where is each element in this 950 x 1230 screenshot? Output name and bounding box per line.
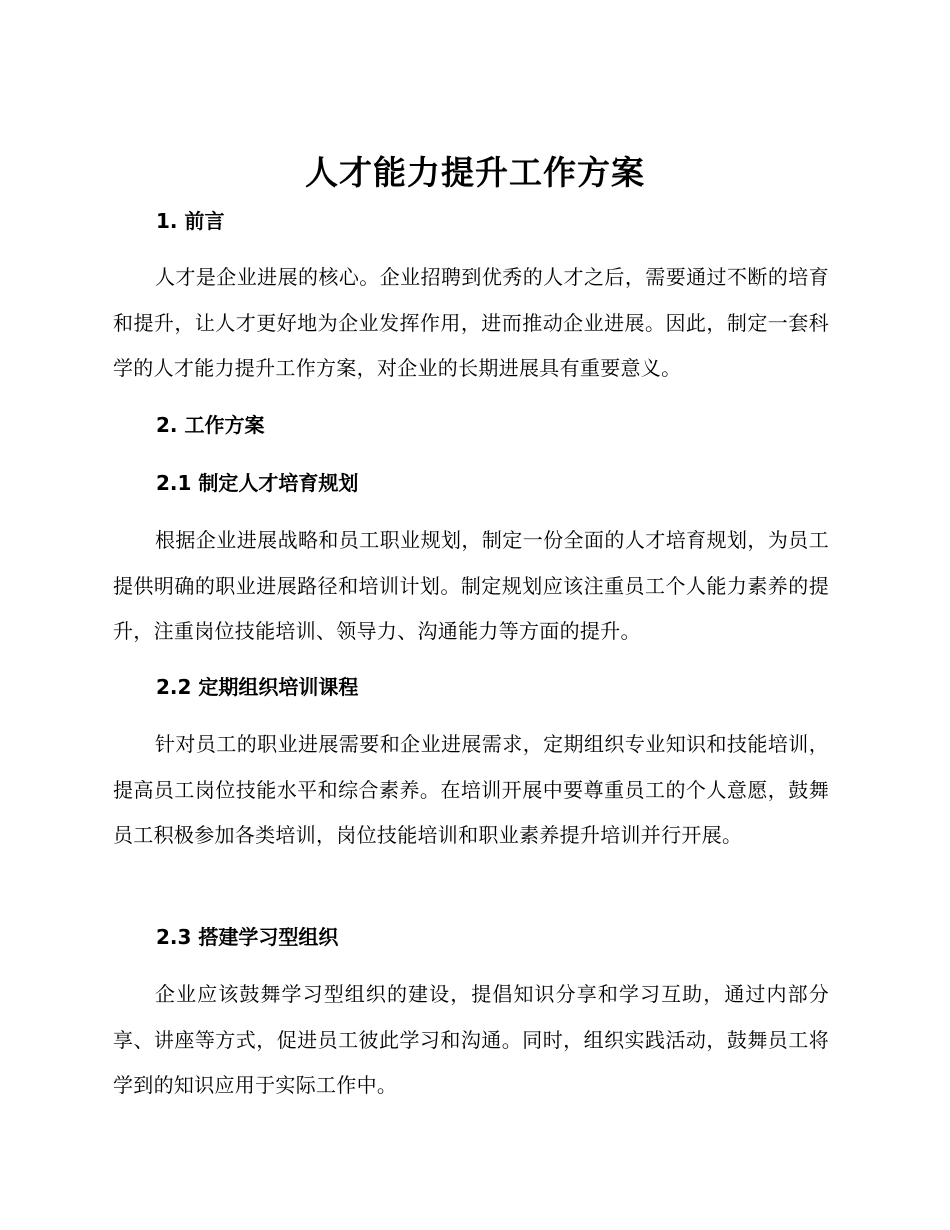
section-paragraph-preface: 人才是企业进展的核心。企业招聘到优秀的人才之后，需要通过不断的培育和提升，让人才更好地为企业发挥作用，进而推动企业进展。因此，制定一套科学的人才能力提升工作方案，对企业的长期进展具有重要意义。 (113, 265, 829, 380)
section-paragraph-2-3: 企业应该鼓舞学习型组织的建设，提倡知识分享和学习互助，通过内部分享、讲座等方式，促进员工彼此学习和沟通。同时，组织实践活动，鼓舞员工将学到的知识应用于实际工作中。 (113, 982, 829, 1097)
section-heading-2-3: 2.3 搭建学习型组织 (156, 925, 339, 949)
document-title: 人才能力提升工作方案 (305, 153, 645, 192)
section-heading-preface: 1. 前言 (156, 209, 225, 233)
section-paragraph-2-2: 针对员工的职业进展需要和企业进展需求，定期组织专业知识和技能培训，提高员工岗位技能水平和综合素养。在培训开展中要尊重员工的个人意愿，鼓舞员工积极参加各类培训，岗位技能培训和职业素养提升培训并行开展。 (113, 732, 829, 847)
section-heading-work-plan: 2. 工作方案 (156, 413, 265, 437)
section-paragraph-2-1: 根据企业进展战略和员工职业规划，制定一份全面的人才培育规划，为员工提供明确的职业进展路径和培训计划。制定规划应该注重员工个人能力素养的提升，注重岗位技能培训、领导力、沟通能力等方面的提升。 (113, 528, 829, 643)
section-heading-2-2: 2.2 定期组织培训课程 (156, 675, 359, 699)
section-heading-2-1: 2.1 制定人才培育规划 (156, 471, 359, 495)
